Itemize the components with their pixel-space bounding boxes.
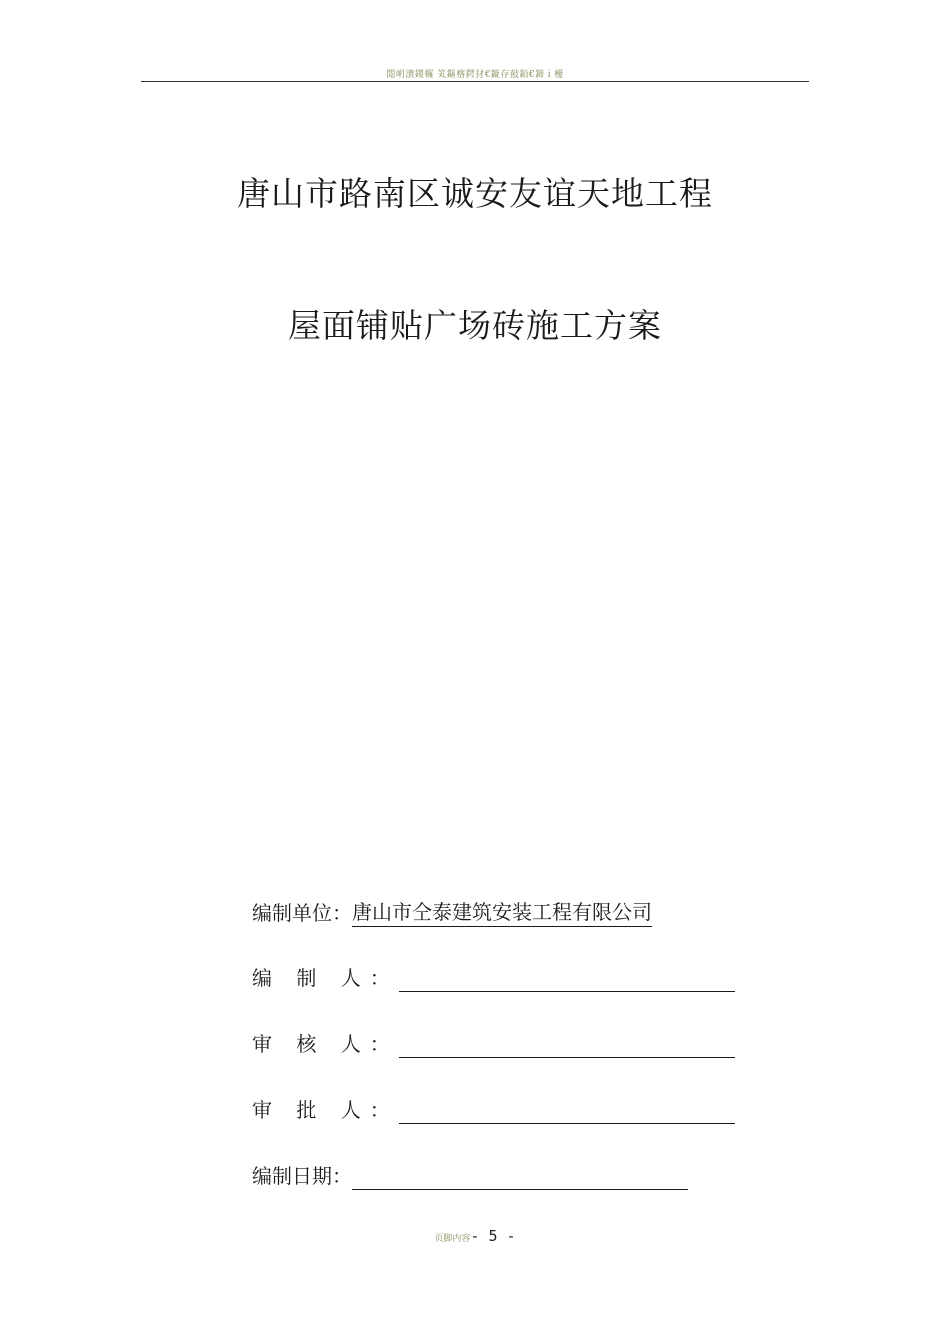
date-blank-line (352, 1161, 688, 1190)
reviewer-label: 审 核 人： (252, 1032, 399, 1056)
approver-label: 审 批 人： (252, 1098, 399, 1122)
approver-blank-line (399, 1095, 735, 1124)
footer-label: 页脚内容 (434, 1234, 471, 1244)
unit-label: 编制单位： (252, 901, 352, 925)
signoff-reviewer-row (252, 1029, 735, 1059)
date-label: 编制日期： (252, 1164, 352, 1188)
page-header-text: 閲岄潰鍐欏 笂鏂楁鍔犲€鏇存敼銆€鍗ｉ櫌 (386, 70, 564, 80)
unit-value: 唐山市仝泰建筑安装工程有限公司 (352, 898, 652, 927)
signoff-editor-row (252, 963, 735, 993)
signoff-approver-row (252, 1095, 735, 1125)
page-number: - 5 - (470, 1227, 516, 1245)
editor-blank-line (399, 963, 735, 992)
signoff-unit-row (252, 898, 652, 928)
document-title-line2: 屋面铺贴广场砖施工方案 (288, 306, 662, 345)
editor-label: 编 制 人： (252, 966, 399, 990)
reviewer-blank-line (399, 1029, 735, 1058)
document-title-line1: 唐山市路南区诚安友谊天地工程 (237, 174, 713, 213)
header-rule (141, 81, 809, 82)
signoff-date-row (252, 1161, 688, 1191)
page-footer (0, 1226, 950, 1245)
